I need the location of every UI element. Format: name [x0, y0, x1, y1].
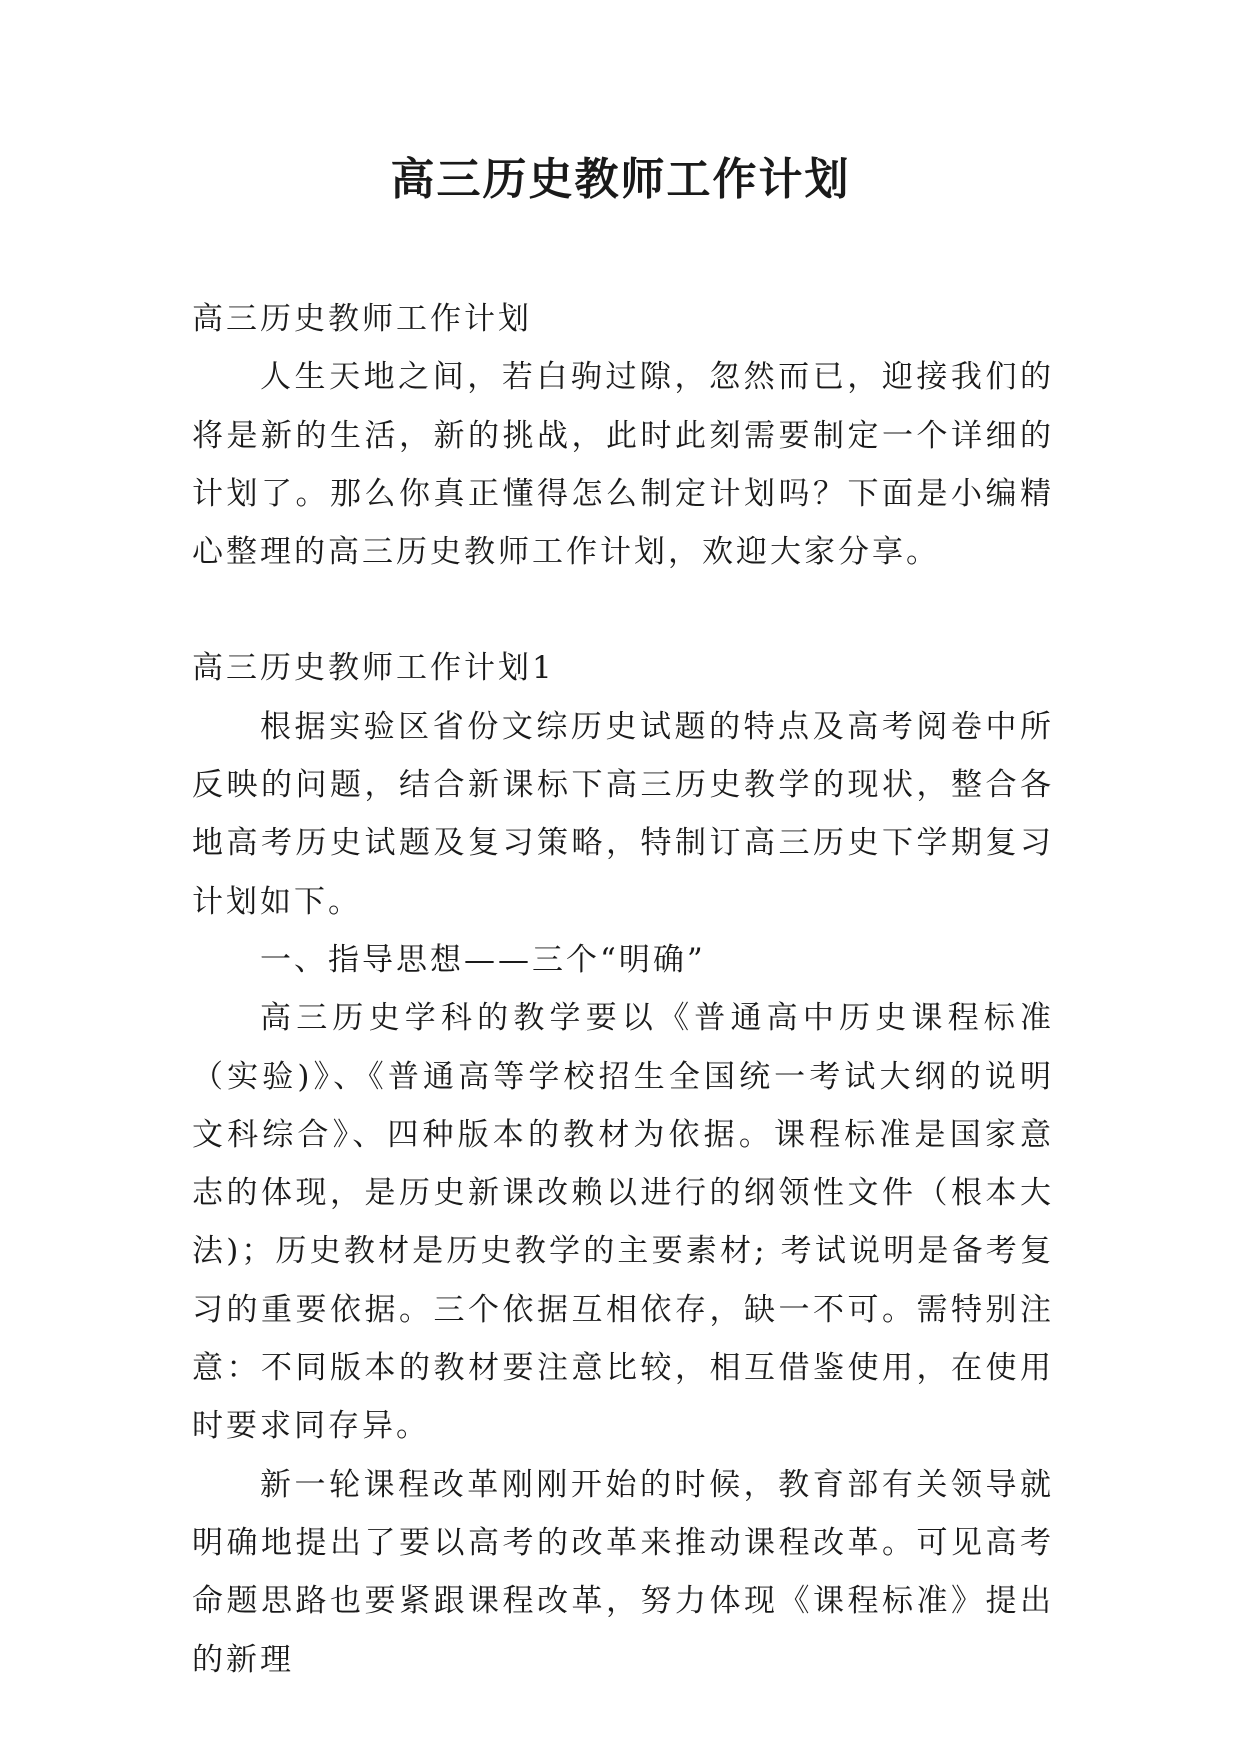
document-body	[192, 290, 1054, 1689]
body-paragraph: 高三历史学科的教学要以《普通高中历史课程标准（实验)》、《普通高等学校招生全国统一考试大纲的说明文科综合》、四种版本的教材为依据。课程标准是国家意志的体现，是历史新课改赖以进行的纲领性文件（根本大法)；历史教材是历史教学的主要素材; 考试说明是备考复习的重要依据。三个依据互相依存，缺一不可。需特别注意：不同版本的教材要注意比较，相互借鉴使用，在使用时要求同存异。	[192, 1000, 1054, 1445]
body-paragraph: 新一轮课程改革刚刚开始的时候，教育部有关领导就明确地提出了要以高考的改革来推动课程改革。可见高考命题思路也要紧跟课程改革，努力体现《课程标准》提出的新理	[192, 1466, 1054, 1678]
body-paragraph: 根据实验区省份文综历史试题的特点及高考阅卷中所反映的问题，结合新课标下高三历史教学的现状，整合各地高考历史试题及复习策略，特制订高三历史下学期复习计划如下。	[192, 708, 1054, 920]
subtitle-paragraph: 高三历史教师工作计划	[192, 301, 532, 337]
section-heading: 高三历史教师工作计划1	[192, 650, 555, 687]
intro-paragraph: 人生天地之间，若白驹过隙，忽然而已，迎接我们的将是新的生活，新的挑战，此时此刻需要制定一个详细的计划了。那么你真正懂得怎么制定计划吗？下面是小编精心整理的高三历史教师工作计划，欢迎大家分享。	[192, 359, 1054, 571]
document-title: 高三历史教师工作计划	[390, 154, 851, 205]
subheading-paragraph: 一、指导思想——三个“明确”	[260, 941, 706, 978]
